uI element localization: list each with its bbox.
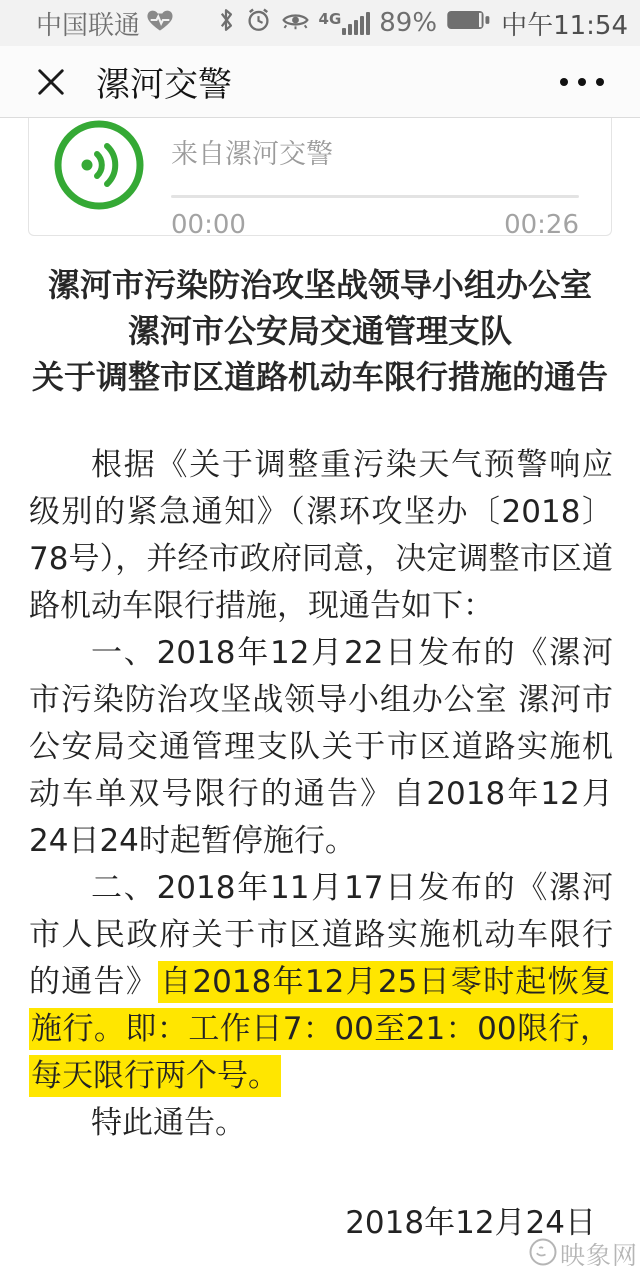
bluetooth-icon bbox=[216, 6, 236, 41]
notice-paragraph-3-prefix: 二、2018年11月17日发布的《漯河市人民政府关于市区道路实施机动车限行的通告》 bbox=[29, 870, 613, 1000]
article-header bbox=[0, 46, 640, 118]
highlighted-restriction-text: 自2018年12月25日零时起恢复施行。即：工作日7：00至21：00限行，每天限行两个号。 bbox=[29, 961, 613, 1097]
more-menu-button[interactable] bbox=[558, 68, 606, 96]
status-bar bbox=[0, 0, 640, 46]
watermark-text: 映象网 bbox=[559, 1241, 638, 1270]
signal-4g-icon bbox=[318, 9, 371, 35]
heart-pulse-icon bbox=[146, 6, 174, 41]
notice-title-line-3: 关于调整市区道路机动车限行措施的通告 bbox=[31, 358, 608, 396]
voice-source-label: 来自漯河交警 bbox=[171, 139, 333, 170]
notice-closing: 特此通告。 bbox=[91, 1105, 246, 1141]
notice-paragraph-2: 一、2018年12月22日发布的《漯河市污染防治攻坚战领导小组办公室 漯河市公安局交通管理支队关于市区道路实施机动车单双号限行的通告》自2018年12月24日24时起暂停施行。 bbox=[29, 635, 613, 859]
page-title: 漯河交警 bbox=[96, 65, 232, 105]
notice-title bbox=[0, 262, 640, 400]
notice-body bbox=[0, 442, 640, 1147]
notice-title-line-1: 漯河市污染防治攻坚战领导小组办公室 bbox=[47, 266, 592, 304]
close-button[interactable] bbox=[34, 65, 68, 99]
voice-player-card[interactable] bbox=[28, 118, 612, 236]
clock-label: 中午11:54 bbox=[501, 10, 628, 41]
voice-progress-bar[interactable] bbox=[171, 195, 579, 198]
voice-play-button[interactable] bbox=[29, 118, 169, 235]
battery-icon bbox=[446, 7, 490, 40]
more-icon bbox=[560, 78, 568, 86]
carrier-label: 中国联通 bbox=[36, 10, 141, 41]
voice-duration-time: 00:26 bbox=[504, 210, 579, 236]
close-icon bbox=[36, 67, 66, 97]
voice-elapsed-time: 00:00 bbox=[171, 210, 246, 236]
alarm-clock-icon bbox=[245, 6, 272, 40]
notice-title-line-2: 漯河市公安局交通管理支队 bbox=[127, 312, 512, 350]
network-type-label: 4G bbox=[318, 9, 342, 28]
eye-protection-icon bbox=[281, 7, 310, 40]
notice-paragraph-3 bbox=[29, 865, 613, 1100]
battery-percent-label: 89% bbox=[379, 8, 438, 38]
voice-wave-icon bbox=[49, 118, 149, 217]
notice-paragraph-1: 根据《关于调整重污染天气预警响应级别的紧急通知》（漯环攻坚办〔2018〕78号），并经市政府同意，决定调整市区道路机动车限行措施，现通告如下： bbox=[29, 447, 613, 624]
notice-date: 2018年12月24日 bbox=[345, 1205, 596, 1241]
watermark-logo-icon bbox=[528, 1237, 558, 1271]
